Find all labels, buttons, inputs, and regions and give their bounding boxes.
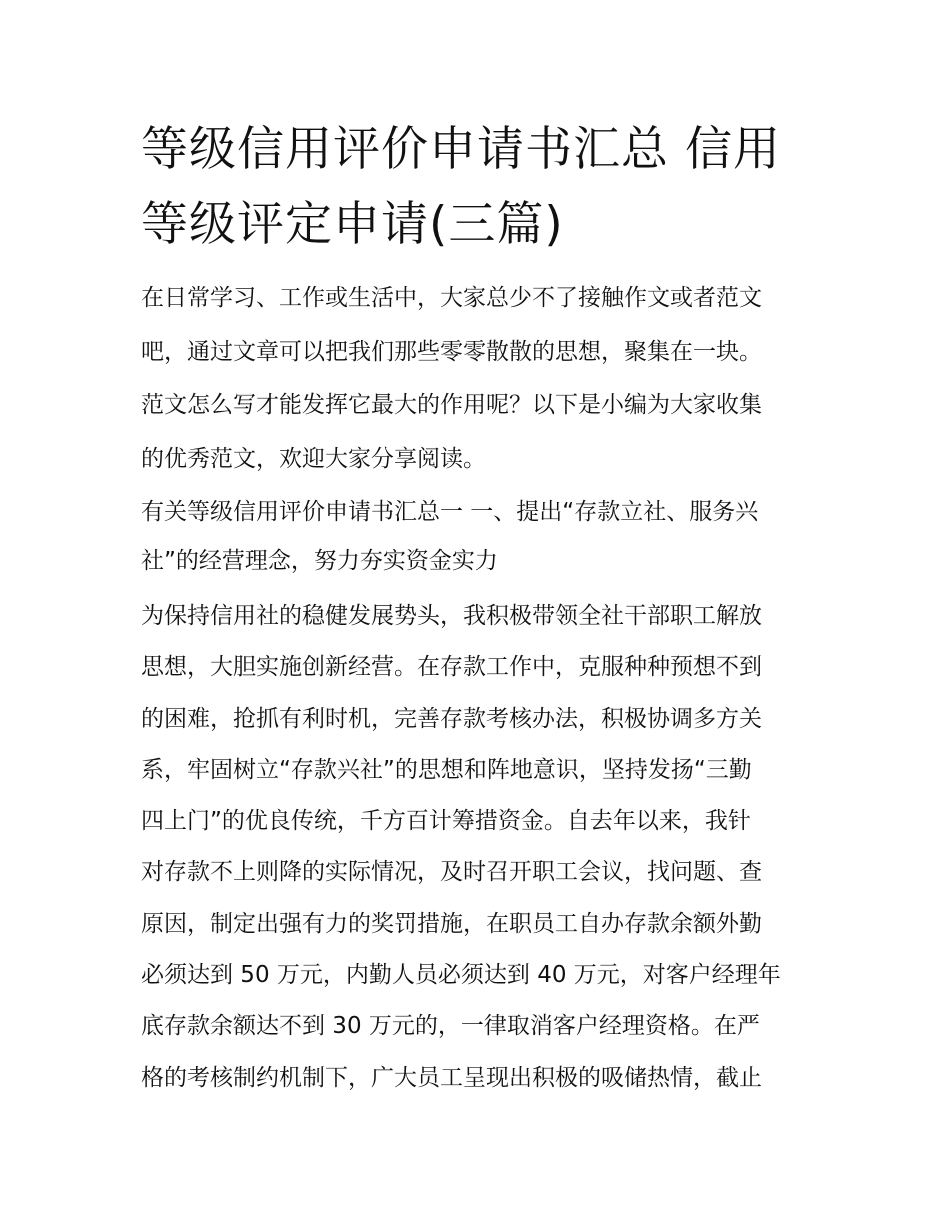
- title-line: 等级信用评价申请书汇总 信用: [141, 122, 781, 177]
- text-line: 的困难，抢抓有利时机，完善存款考核办法，积极协调多方关: [141, 705, 762, 732]
- text-line: 格的考核制约机制下，广大员工呈现出积极的吸储热情，截止: [141, 1064, 762, 1091]
- text-line: 有关等级信用评价申请书汇总一 一、提出“存款立社、服务兴: [141, 499, 759, 525]
- text-line: 在日常学习、工作或生活中，大家总少不了接触作文或者范文: [141, 285, 762, 311]
- intro-paragraph: [141, 272, 813, 486]
- text-line: 原因，制定出强有力的奖罚措施，在职员工自办存款余额外勤: [141, 910, 762, 937]
- text-line: 范文怎么写才能发挥它最大的作用呢？以下是小编为大家收集: [141, 392, 762, 418]
- text-line: 吧，通过文章可以把我们那些零零散散的思想，聚集在一块。: [141, 338, 762, 365]
- body-paragraph: [141, 591, 813, 1104]
- text-line: 思想，大胆实施创新经营。在存款工作中，克服种种预想不到: [141, 654, 762, 681]
- text-line: 的优秀范文，欢迎大家分享阅读。: [141, 445, 486, 472]
- text-line: 必须达到 50 万元，内勤人员必须达到 40 万元，对客户经理年: [141, 962, 781, 989]
- text-line: 底存款余额达不到 30 万元的，一律取消客户经理资格。在严: [141, 1013, 760, 1040]
- text-line: 为保持信用社的稳健发展势头，我积极带领全社干部职工解放: [141, 603, 762, 629]
- text-line: 四上门”的优良传统，千方百计筹措资金。自去年以来，我针: [141, 808, 751, 835]
- title-line: 等级评定申请(三篇): [141, 197, 564, 252]
- section-heading: [141, 488, 813, 585]
- text-line: 社”的经营理念，努力夯实资金实力: [141, 547, 498, 574]
- text-line: 对存款不上则降的实际情况，及时召开职工会议，找问题、查: [141, 859, 762, 886]
- document-title: [141, 112, 813, 262]
- text-line: 系，牢固树立“存款兴社”的思想和阵地意识，坚持发扬“三勤: [141, 756, 752, 783]
- document-content: [141, 112, 813, 1104]
